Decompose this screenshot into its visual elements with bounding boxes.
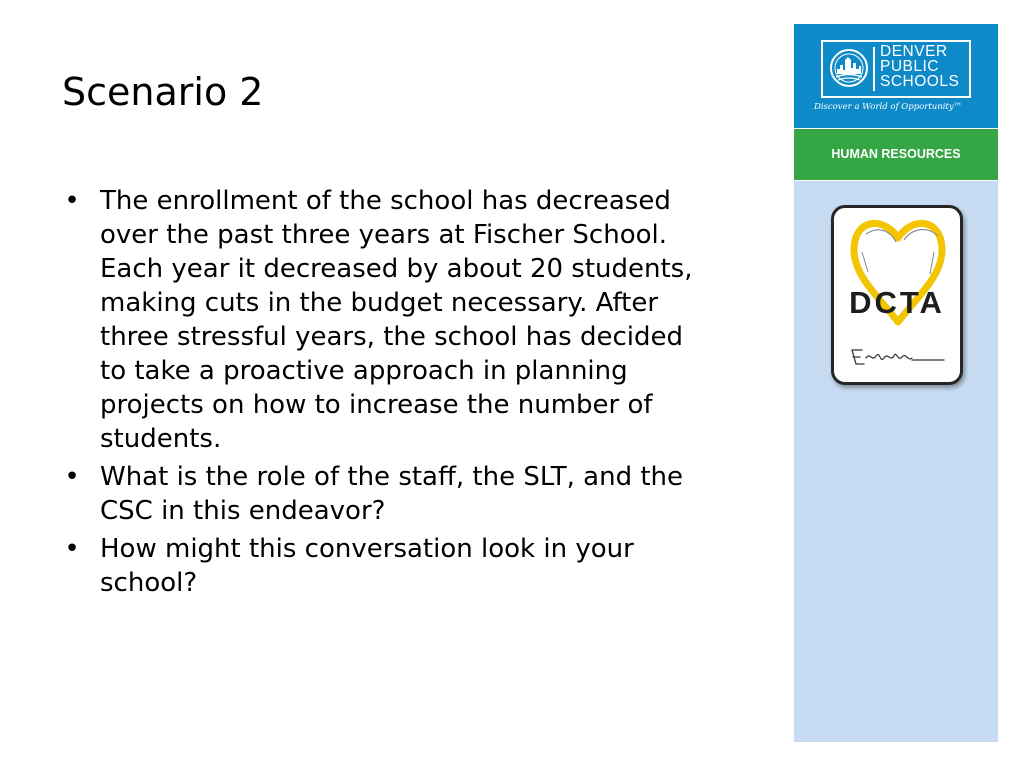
bullet-icon: • — [64, 534, 80, 564]
logo-divider — [873, 47, 875, 91]
bullet-icon: • — [64, 462, 80, 492]
brand-name — [880, 44, 970, 89]
logo-frame — [821, 40, 971, 98]
brand-tagline: Discover a World of Opportunity™ — [814, 102, 963, 112]
dcta-letters: DCTA — [849, 285, 945, 320]
bullet-text: What is the role of the staff, the SLT, and the CSC in this endeavor? — [100, 462, 684, 526]
sidebar — [794, 24, 998, 742]
bullet-text: The enrollment of the school has decreased over the past three years at Fischer School. Each year it decreased by about 20 students, making cuts in the budget necessary. After three stressful years, the school has decided to take a proactive approach in planning projects on how to increase the number of students. — [100, 186, 693, 454]
department-label: HUMAN RESOURCES — [794, 129, 998, 180]
brand-name-line: PUBLIC — [880, 58, 939, 75]
bullet-item — [62, 532, 702, 600]
bullet-text: How might this conversation look in your school? — [100, 534, 634, 598]
excellence-signature-icon — [848, 342, 948, 368]
brand-name-line: SCHOOLS — [880, 73, 960, 90]
brand-name-line: DENVER — [880, 43, 948, 60]
denver-public-schools-logo — [794, 24, 998, 128]
bullet-list — [62, 184, 702, 604]
slide-title: Scenario 2 — [62, 70, 264, 114]
side-panel — [794, 181, 998, 742]
city-skyline-seal-icon — [829, 48, 869, 88]
bullet-icon: • — [64, 186, 80, 216]
bullet-item — [62, 460, 702, 528]
bullet-item — [62, 184, 702, 456]
dcta-logo — [831, 205, 963, 385]
